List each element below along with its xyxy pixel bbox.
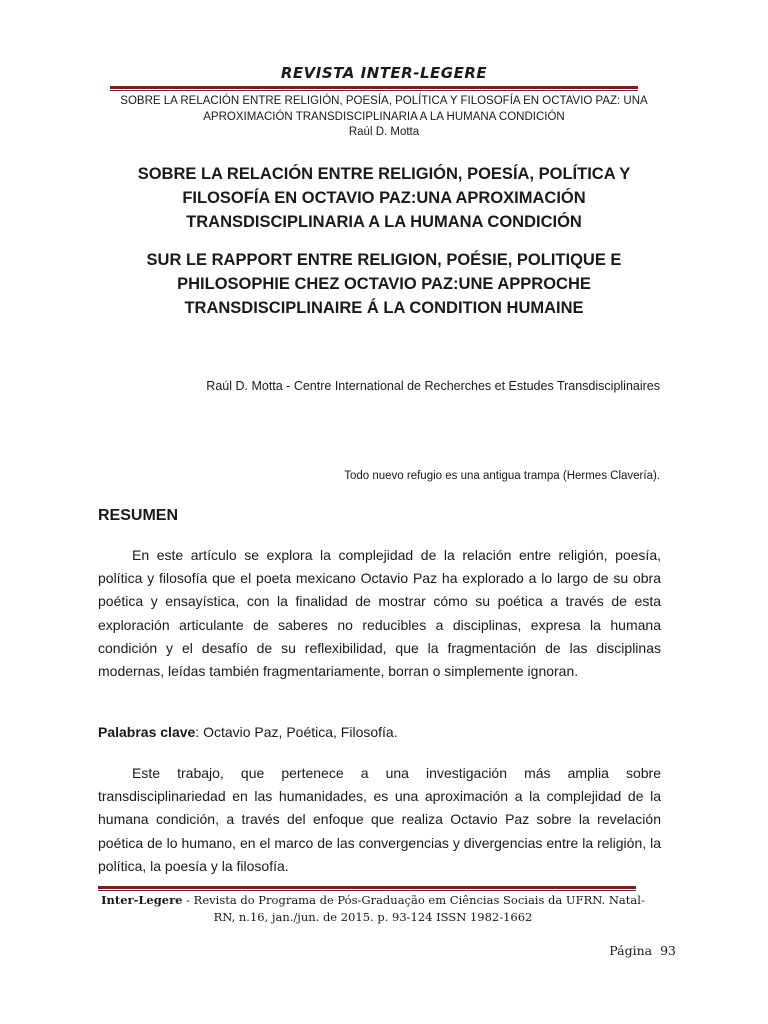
abstract-paragraph-1: En este artículo se explora la complejidad de la relación entre religión, poesía, política y filosofía que el poeta mexicano Octavio Paz ha explorado a lo largo de su obra poética y ensayística, con la finalidad de mostrar cómo su poética a través de esta exploración articulante de saberes no reducibles a disciplinas, expresa la humana condición y el desafío de su reflexibilidad, que la fragmentación de las disciplinas modernas, leídas también fragmentariamente, borran o simplemente ignoran.: [98, 547, 661, 680]
keywords-label: Palabras clave: [98, 724, 196, 740]
footer-citation-text: - Revista do Programa de Pós-Graduação em Ciências Sociais da UFRN. Natal-RN, n.16, jan./jun. de 2015. p. 93-124 ISSN 1982-1662: [182, 893, 645, 924]
journal-name: REVISTA INTER-LEGERE: [280, 64, 488, 82]
epigraph: Todo nuevo refugio es una antigua trampa (Hermes Clavería).: [344, 470, 660, 482]
body-paragraph-1: Este trabajo, que pertenece a una investigación más amplia sobre transdisciplinariedad en las humanidades, es una aproximación a la complejidad de la humana condición, a través del enfoque que realiza Octavio Paz sobre la revelación poética de lo humano, en el marco de las convergencias y divergencias entre la religión, la política, la poesía y la filosofía.: [98, 765, 661, 874]
page-number: [609, 943, 676, 958]
page-label: Página: [609, 943, 653, 958]
running-title: [100, 93, 668, 125]
article-title-spanish: SOBRE LA RELACIÓN ENTRE RELIGIÓN, POESÍA, POLÍTICA Y FILOSOFÍA EN OCTAVIO PAZ:UNA APROXIMACIÓN TRANSDISCIPLINARIA A LA HUMANA CONDICIÓN: [137, 165, 631, 231]
keywords: [98, 724, 398, 740]
header-rule: [110, 86, 638, 91]
page-number-value: 93: [660, 943, 676, 958]
footer-citation: [98, 892, 648, 926]
footer-rule: [98, 886, 636, 891]
abstract-heading: RESUMEN: [98, 507, 179, 524]
running-author: Raúl D. Motta: [348, 126, 420, 138]
footer-journal-name: Inter-Legere: [101, 893, 183, 907]
running-title-line-2: APROXIMACIÓN TRANSDISCIPLINARIA A LA HUMANA CONDICIÓN: [203, 111, 565, 123]
keywords-text: : Octavio Paz, Poética, Filosofía.: [195, 724, 398, 740]
author-affiliation: Raúl D. Motta - Centre International de Recherches et Estudes Transdisciplinaires: [206, 379, 660, 393]
article-title-french: SUR LE RAPPORT ENTRE RELIGION, POÉSIE, POLITIQUE E PHILOSOPHIE CHEZ OCTAVIO PAZ:UNE APPROCHE TRANSDISCIPLINAIRE Á LA CONDITION HUMAINE: [146, 251, 622, 317]
running-title-line-1: SOBRE LA RELACIÓN ENTRE RELIGIÓN, POESÍA, POLÍTICA Y FILOSOFÍA EN OCTAVIO PAZ: UNA: [120, 95, 648, 107]
